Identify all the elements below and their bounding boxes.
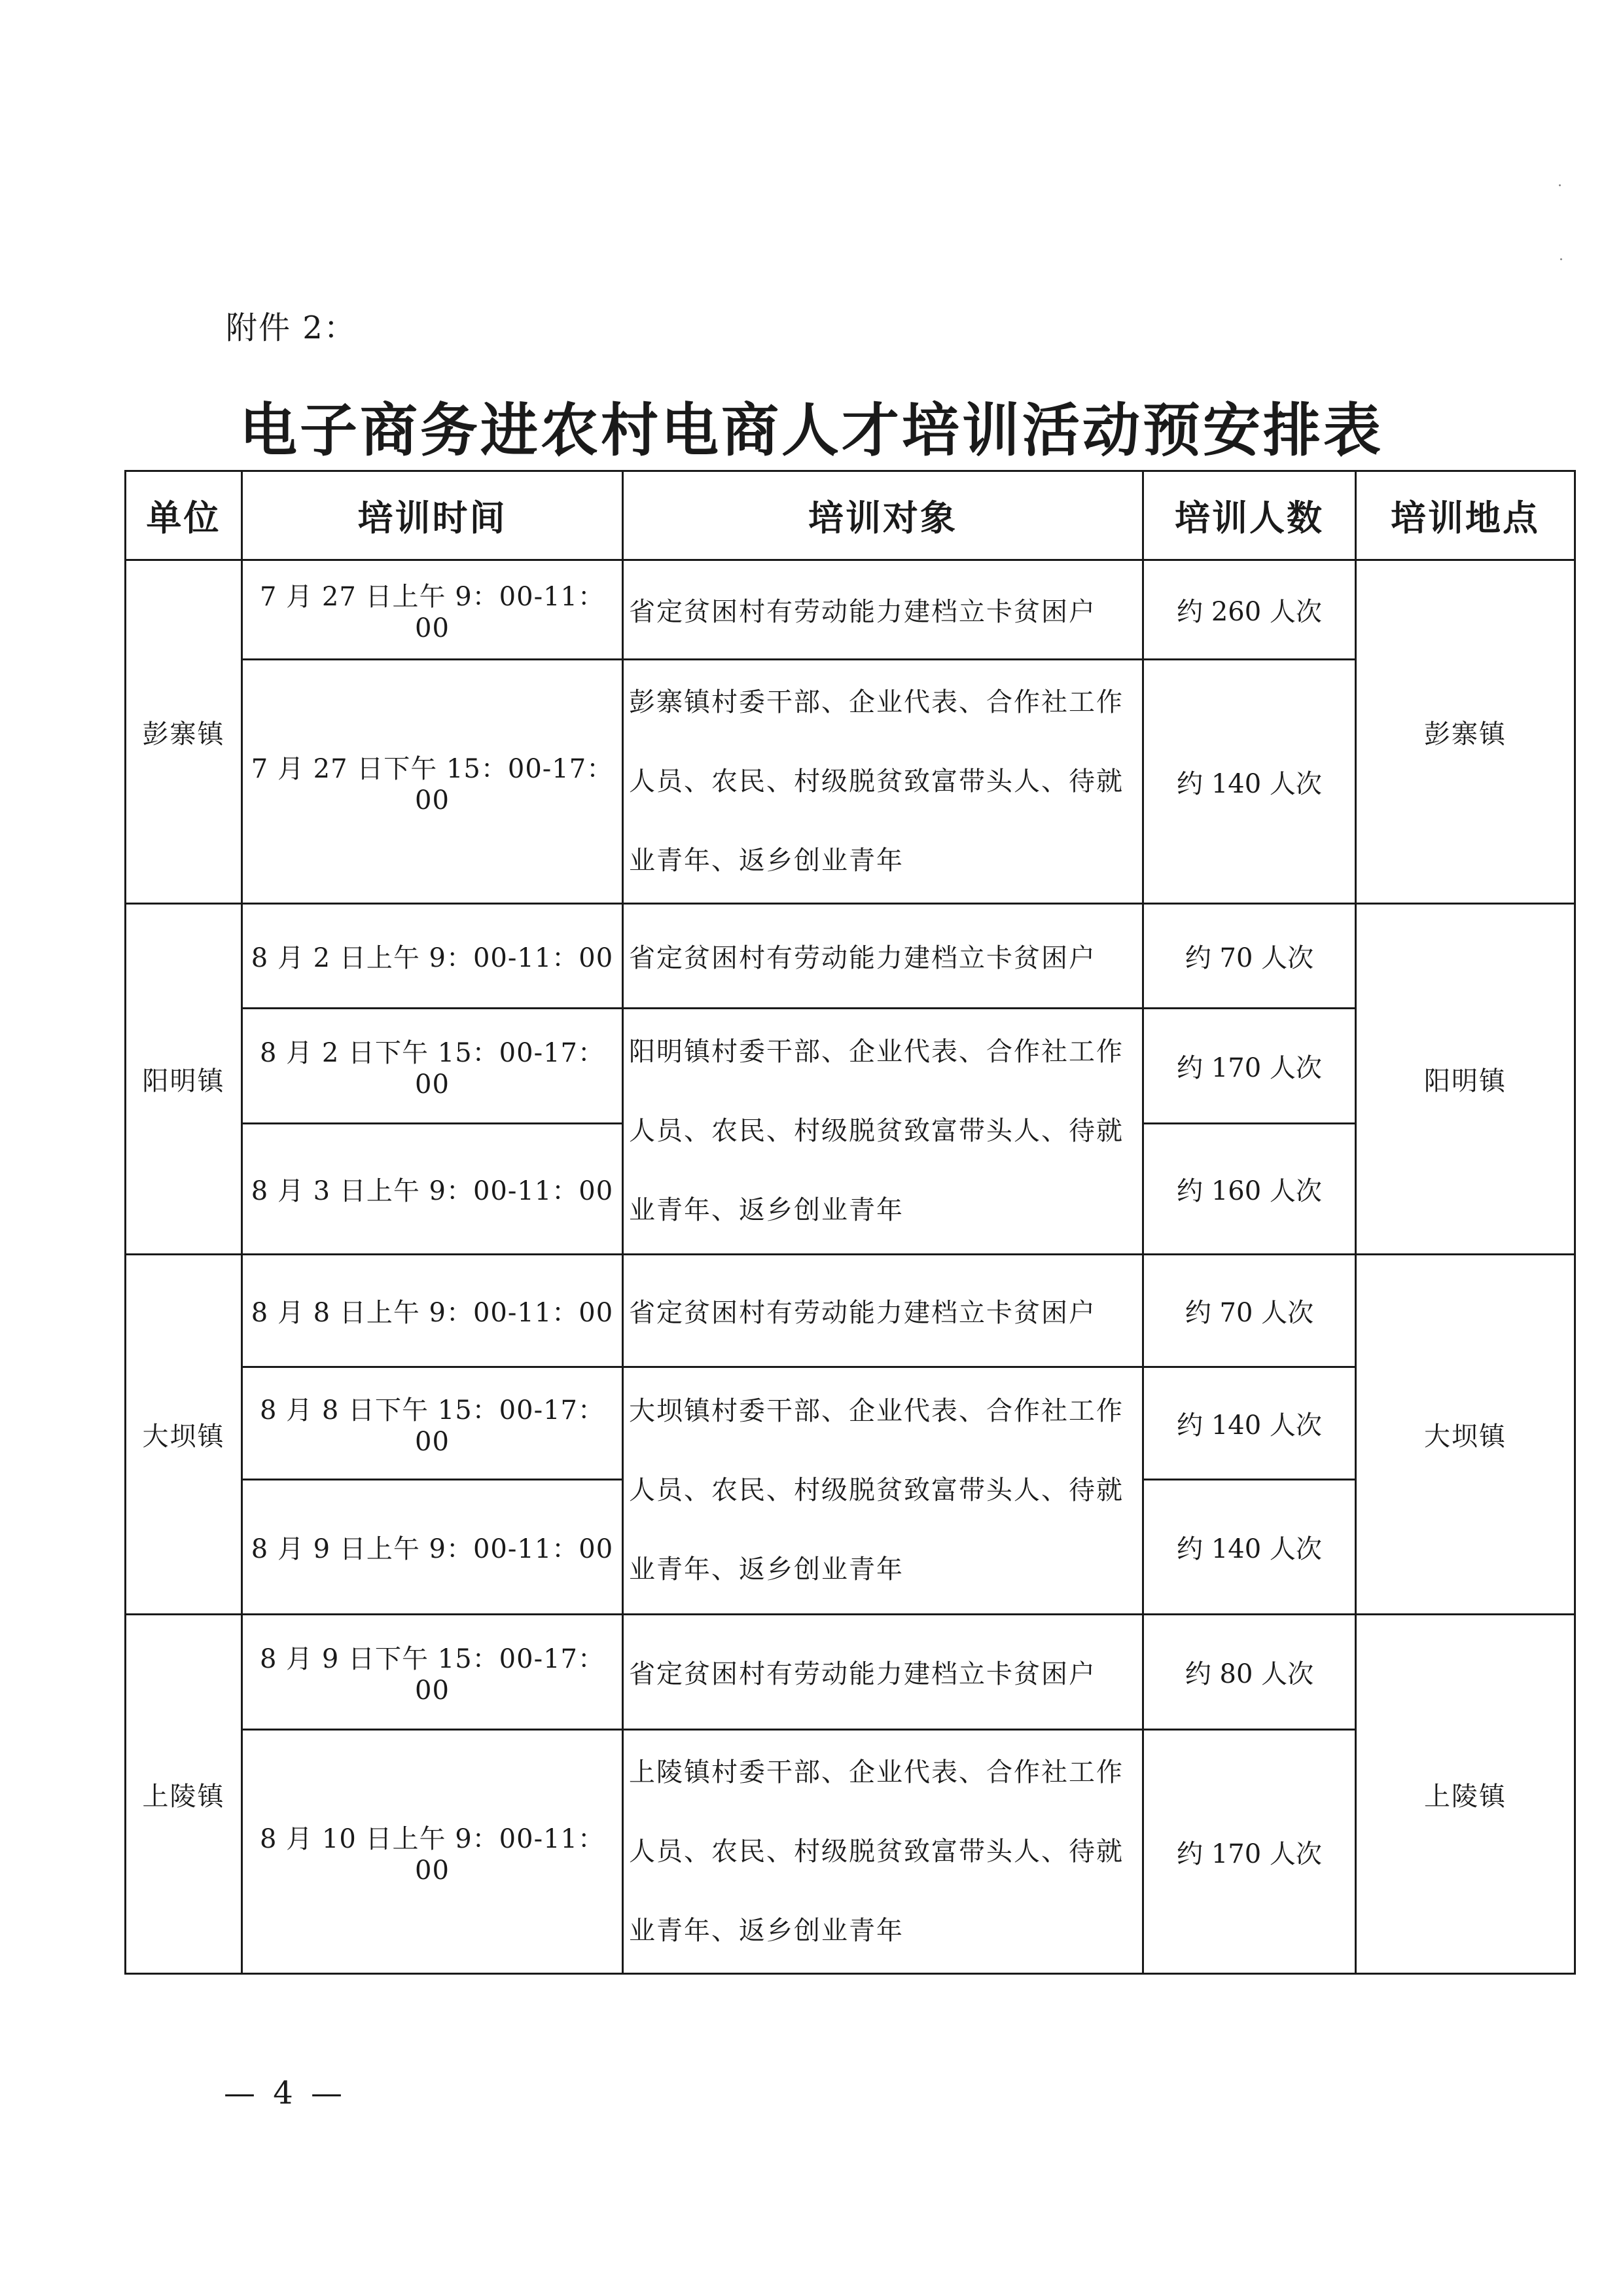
table-row <box>126 1615 1575 1730</box>
time-cell: 7 月 27 日下午 15：00-17：00 <box>242 660 623 904</box>
time-cell: 8 月 9 日下午 15：00-17：00 <box>242 1615 623 1730</box>
unit-cell: 上陵镇 <box>126 1615 242 1974</box>
count-cell: 约 140 人次 <box>1143 660 1356 904</box>
unit-cell: 大坝镇 <box>126 1255 242 1615</box>
header-unit: 单位 <box>126 471 242 560</box>
time-cell: 8 月 2 日下午 15：00-17：00 <box>242 1009 623 1124</box>
time-cell: 8 月 8 日上午 9：00-11：00 <box>242 1255 623 1367</box>
header-target: 培训对象 <box>623 471 1143 560</box>
target-cell: 大坝镇村委干部、企业代表、合作社工作人员、农民、村级脱贫致富带头人、待就业青年、返乡创业青年 <box>623 1367 1143 1615</box>
place-cell: 彭寨镇 <box>1356 560 1575 904</box>
table-row <box>126 1255 1575 1367</box>
count-cell: 约 70 人次 <box>1143 1255 1356 1367</box>
time-cell: 8 月 10 日上午 9：00-11：00 <box>242 1730 623 1974</box>
count-cell: 约 160 人次 <box>1143 1124 1356 1255</box>
target-cell: 彭寨镇村委干部、企业代表、合作社工作人员、农民、村级脱贫致富带头人、待就业青年、返乡创业青年 <box>623 660 1143 904</box>
target-cell: 省定贫困村有劳动能力建档立卡贫困户 <box>623 904 1143 1009</box>
time-cell: 7 月 27 日上午 9：00-11：00 <box>242 560 623 660</box>
table-row <box>126 560 1575 660</box>
place-cell: 大坝镇 <box>1356 1255 1575 1615</box>
unit-cell: 彭寨镇 <box>126 560 242 904</box>
time-cell: 8 月 8 日下午 15：00-17：00 <box>242 1367 623 1480</box>
unit-cell: 阳明镇 <box>126 904 242 1255</box>
header-count: 培训人数 <box>1143 471 1356 560</box>
target-cell: 阳明镇村委干部、企业代表、合作社工作人员、农民、村级脱贫致富带头人、待就业青年、返乡创业青年 <box>623 1009 1143 1255</box>
page-title: 电子商务进农村电商人才培训活动预安排表 <box>239 397 1383 464</box>
place-cell: 阳明镇 <box>1356 904 1575 1255</box>
target-cell: 省定贫困村有劳动能力建档立卡贫困户 <box>623 560 1143 660</box>
count-cell: 约 170 人次 <box>1143 1730 1356 1974</box>
count-cell: 约 170 人次 <box>1143 1009 1356 1124</box>
scan-speck: · <box>1559 252 1563 268</box>
schedule-table <box>124 470 1576 1975</box>
page-number: — 4 — <box>224 2075 347 2111</box>
attachment-label: 附件 2： <box>226 310 357 346</box>
time-cell: 8 月 2 日上午 9：00-11：00 <box>242 904 623 1009</box>
count-cell: 约 140 人次 <box>1143 1480 1356 1615</box>
table-header-row <box>126 471 1575 560</box>
target-cell: 省定贫困村有劳动能力建档立卡贫困户 <box>623 1615 1143 1730</box>
target-cell: 省定贫困村有劳动能力建档立卡贫困户 <box>623 1255 1143 1367</box>
header-time: 培训时间 <box>242 471 623 560</box>
count-cell: 约 260 人次 <box>1143 560 1356 660</box>
header-place: 培训地点 <box>1356 471 1575 560</box>
count-cell: 约 140 人次 <box>1143 1367 1356 1480</box>
scan-speck: · <box>1558 178 1562 194</box>
place-cell: 上陵镇 <box>1356 1615 1575 1974</box>
time-cell: 8 月 3 日上午 9：00-11：00 <box>242 1124 623 1255</box>
count-cell: 约 70 人次 <box>1143 904 1356 1009</box>
target-cell: 上陵镇村委干部、企业代表、合作社工作人员、农民、村级脱贫致富带头人、待就业青年、返乡创业青年 <box>623 1730 1143 1974</box>
time-cell: 8 月 9 日上午 9：00-11：00 <box>242 1480 623 1615</box>
table-row <box>126 904 1575 1009</box>
count-cell: 约 80 人次 <box>1143 1615 1356 1730</box>
